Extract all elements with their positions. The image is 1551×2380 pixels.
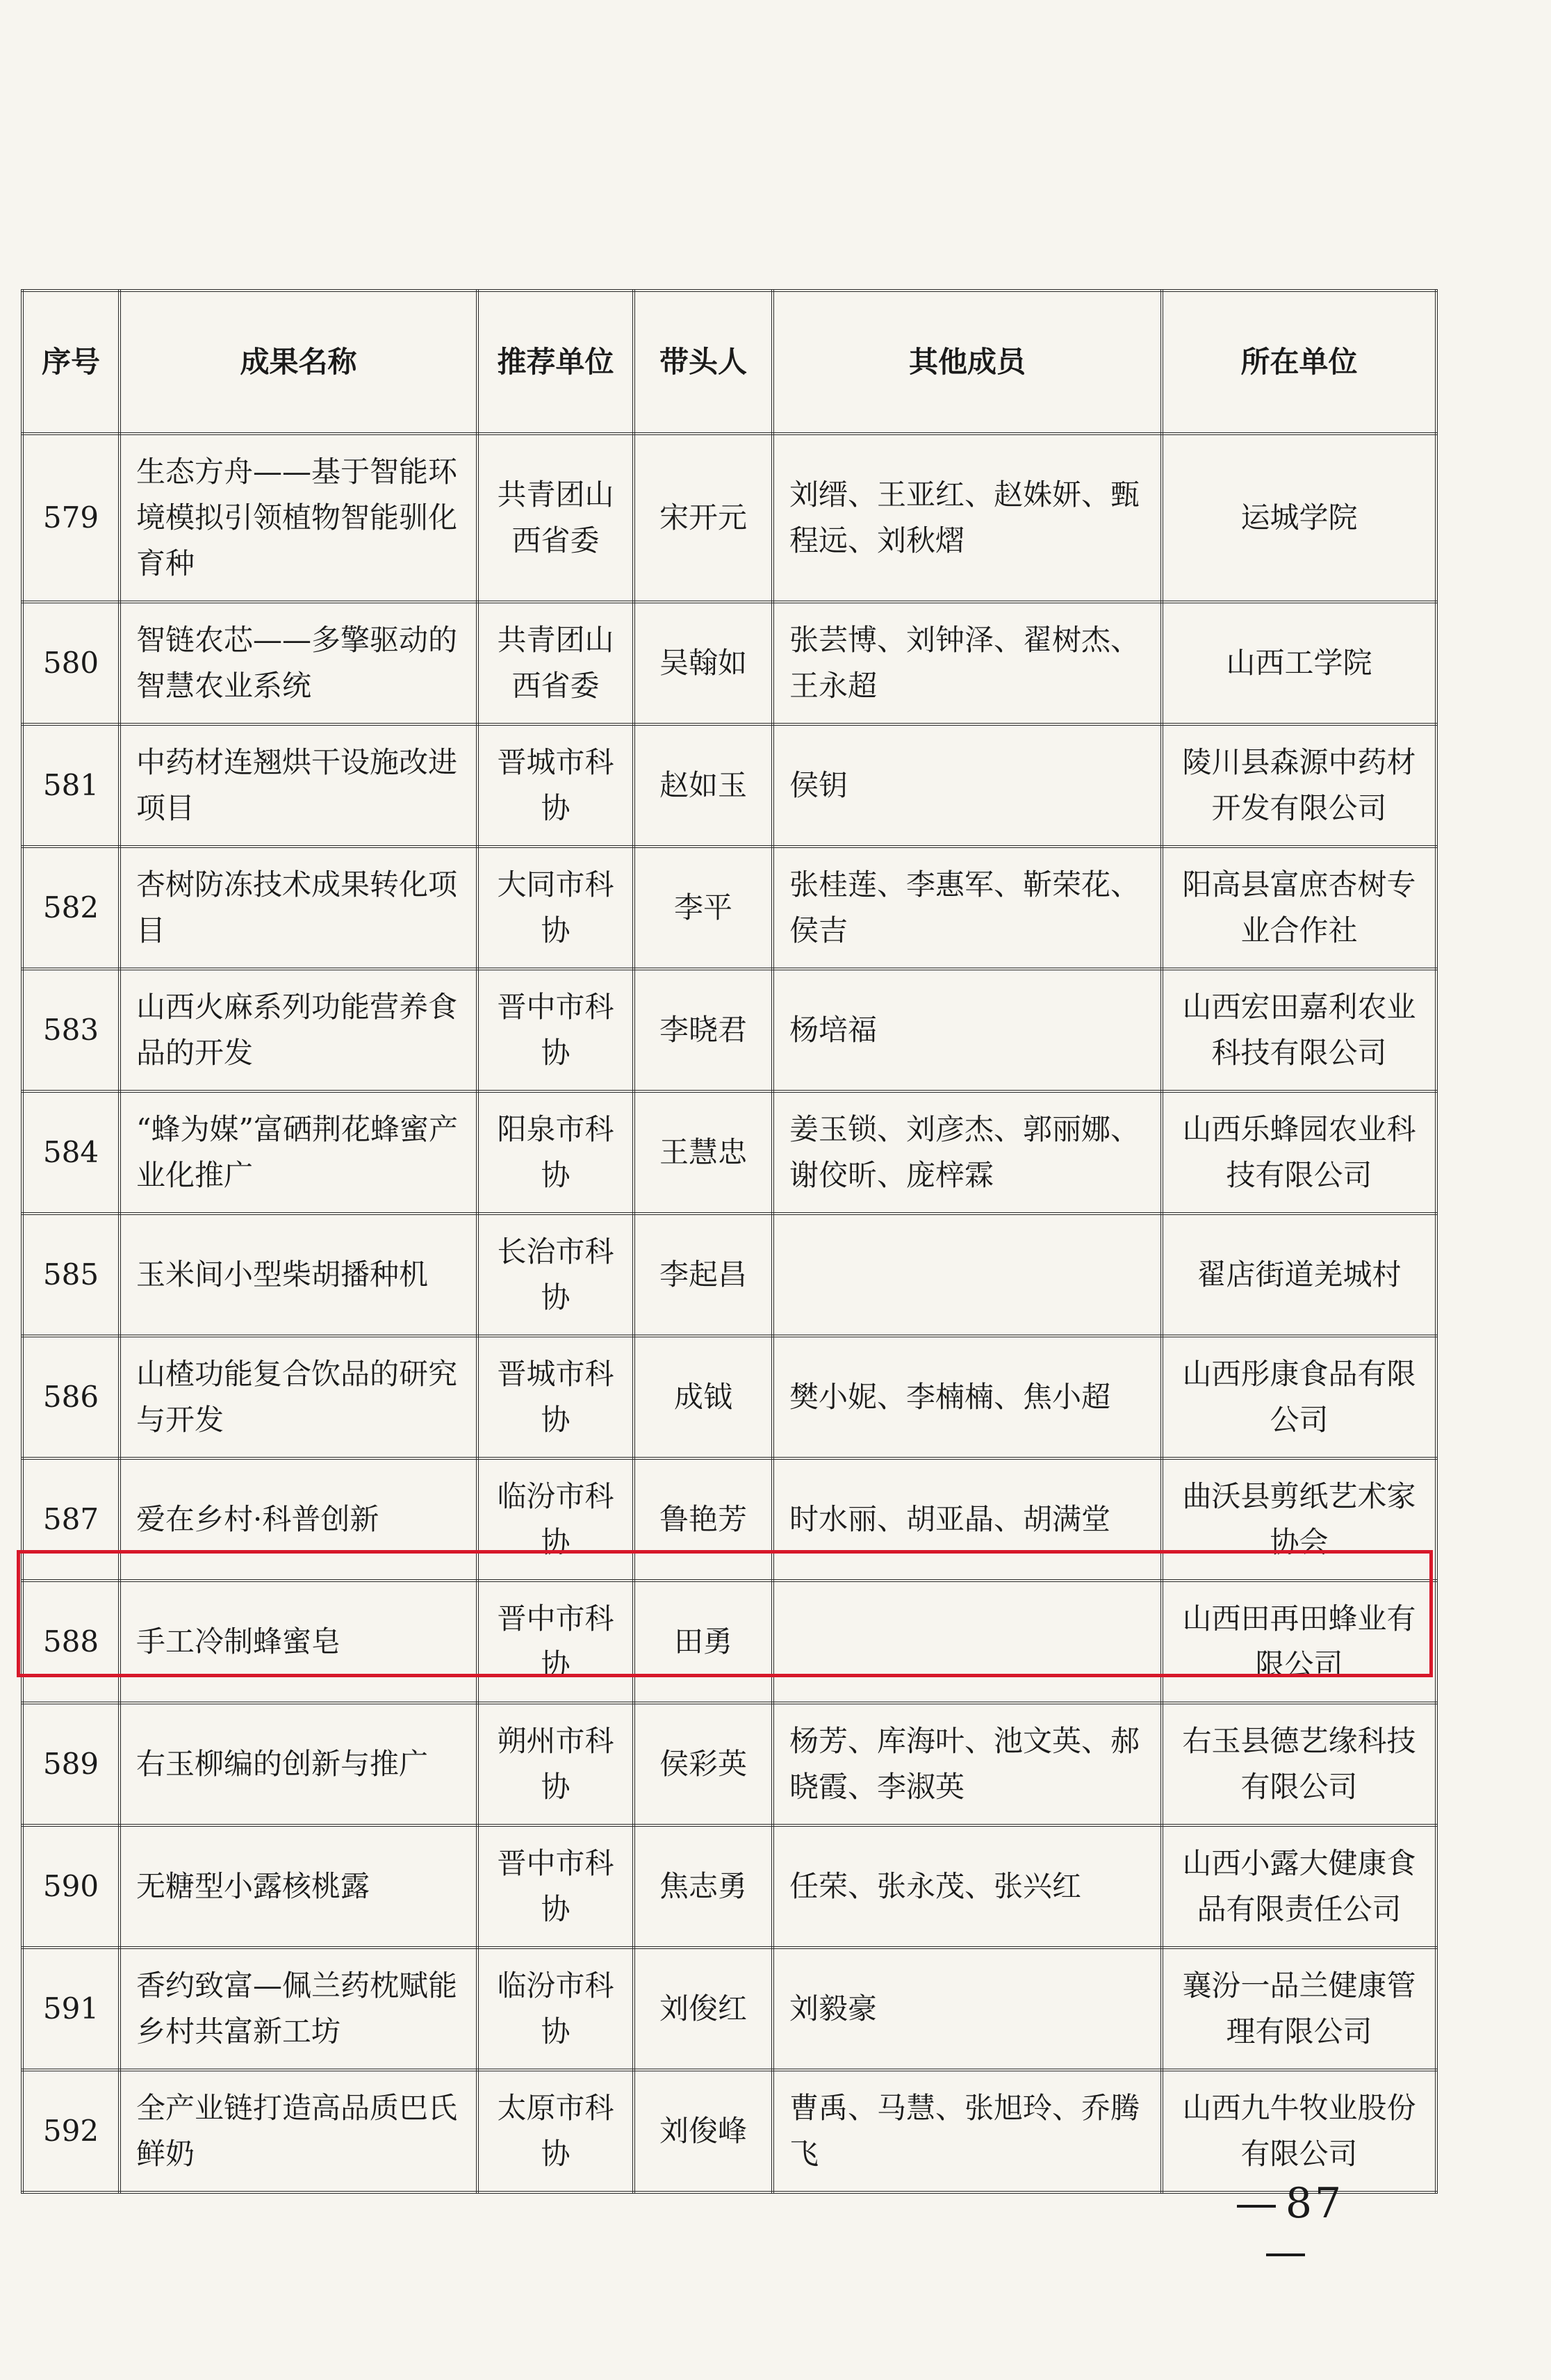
- cell-name: 玉米间小型柴胡播种机: [120, 1214, 477, 1336]
- header-org: 所在单位: [1162, 291, 1436, 434]
- cell-recommender: 大同市科协: [477, 847, 634, 969]
- cell-members: 张芸博、刘钟泽、翟树杰、王永超: [773, 602, 1162, 724]
- cell-members: 杨芳、库海叶、池文英、郝晓霞、李淑英: [773, 1703, 1162, 1825]
- cell-recommender: 长治市科协: [477, 1214, 634, 1336]
- cell-number: 591: [22, 1948, 120, 2070]
- cell-leader: 刘俊红: [634, 1948, 773, 2070]
- cell-number: 589: [22, 1703, 120, 1825]
- table-row: [22, 847, 1436, 969]
- cell-name: 智链农芯——多擎驱动的智慧农业系统: [120, 602, 477, 724]
- cell-org: 右玉县德艺缘科技有限公司: [1162, 1703, 1436, 1825]
- cell-leader: 侯彩英: [634, 1703, 773, 1825]
- cell-members: 侯钥: [773, 724, 1162, 847]
- cell-number: 585: [22, 1214, 120, 1336]
- header-recommender: 推荐单位: [477, 291, 634, 434]
- table-row: [22, 1336, 1436, 1458]
- cell-recommender: 阳泉市科协: [477, 1091, 634, 1214]
- header-number: 序号: [22, 291, 120, 434]
- cell-members: [773, 1214, 1162, 1336]
- page-number: [1202, 2179, 1369, 2276]
- cell-leader: 焦志勇: [634, 1825, 773, 1948]
- cell-members: 曹禹、马慧、张旭玲、乔腾飞: [773, 2070, 1162, 2192]
- cell-members: 刘毅豪: [773, 1948, 1162, 2070]
- cell-recommender: 晋中市科协: [477, 1825, 634, 1948]
- dash-left: [1237, 2205, 1276, 2208]
- cell-name: 生态方舟——基于智能环境模拟引领植物智能驯化育种: [120, 434, 477, 602]
- cell-recommender: 太原市科协: [477, 2070, 634, 2192]
- cell-number: 584: [22, 1091, 120, 1214]
- cell-recommender: 晋中市科协: [477, 969, 634, 1091]
- cell-members: 刘缙、王亚红、赵姝妍、甄程远、刘秋熠: [773, 434, 1162, 602]
- cell-members: 时水丽、胡亚晶、胡满堂: [773, 1458, 1162, 1581]
- cell-number: 582: [22, 847, 120, 969]
- cell-name: 无糖型小露核桃露: [120, 1825, 477, 1948]
- cell-name: 香约致富—佩兰药枕赋能乡村共富新工坊: [120, 1948, 477, 2070]
- cell-leader: 王慧忠: [634, 1091, 773, 1214]
- cell-org: 山西九牛牧业股份有限公司: [1162, 2070, 1436, 2192]
- cell-recommender: 晋中市科协: [477, 1581, 634, 1703]
- cell-leader: 鲁艳芳: [634, 1458, 773, 1581]
- cell-recommender: 共青团山西省委: [477, 602, 634, 724]
- cell-number: 583: [22, 969, 120, 1091]
- cell-org: 阳高县富庶杏树专业合作社: [1162, 847, 1436, 969]
- table-row: [22, 969, 1436, 1091]
- cell-org: 山西小露大健康食品有限责任公司: [1162, 1825, 1436, 1948]
- cell-name: 全产业链打造高品质巴氏鲜奶: [120, 2070, 477, 2192]
- table-row: [22, 1214, 1436, 1336]
- cell-number: 590: [22, 1825, 120, 1948]
- cell-name: 杏树防冻技术成果转化项目: [120, 847, 477, 969]
- table-row: [22, 602, 1436, 724]
- cell-number: 586: [22, 1336, 120, 1458]
- cell-leader: 成钺: [634, 1336, 773, 1458]
- cell-members: 杨培福: [773, 969, 1162, 1091]
- page-number-text: 87: [1285, 2179, 1345, 2228]
- table-row: [22, 1091, 1436, 1214]
- table-row-highlighted: [22, 1581, 1436, 1703]
- cell-name: 山西火麻系列功能营养食品的开发: [120, 969, 477, 1091]
- cell-org: 山西乐蜂园农业科技有限公司: [1162, 1091, 1436, 1214]
- header-name: 成果名称: [120, 291, 477, 434]
- table-header-row: [22, 291, 1436, 434]
- table-row: [22, 1825, 1436, 1948]
- cell-number: 580: [22, 602, 120, 724]
- cell-leader: 吴翰如: [634, 602, 773, 724]
- table-row: [22, 1948, 1436, 2070]
- cell-number: 588: [22, 1581, 120, 1703]
- cell-name: 山楂功能复合饮品的研究与开发: [120, 1336, 477, 1458]
- cell-org: 山西工学院: [1162, 602, 1436, 724]
- cell-org: 山西田再田蜂业有限公司: [1162, 1581, 1436, 1703]
- cell-leader: 赵如玉: [634, 724, 773, 847]
- cell-members: 樊小妮、李楠楠、焦小超: [773, 1336, 1162, 1458]
- cell-members: 姜玉锁、刘彦杰、郭丽娜、谢佼昕、庞梓霖: [773, 1091, 1162, 1214]
- table-row: [22, 434, 1436, 602]
- cell-recommender: 晋城市科协: [477, 1336, 634, 1458]
- cell-leader: 李平: [634, 847, 773, 969]
- table-row: [22, 724, 1436, 847]
- dash-right: [1266, 2253, 1305, 2256]
- cell-members: 张桂莲、李惠军、靳荣花、侯吉: [773, 847, 1162, 969]
- cell-number: 587: [22, 1458, 120, 1581]
- header-leader: 带头人: [634, 291, 773, 434]
- cell-leader: 刘俊峰: [634, 2070, 773, 2192]
- cell-name: 手工冷制蜂蜜皂: [120, 1581, 477, 1703]
- cell-org: 运城学院: [1162, 434, 1436, 602]
- header-members: 其他成员: [773, 291, 1162, 434]
- cell-leader: 李起昌: [634, 1214, 773, 1336]
- cell-members: 任荣、张永茂、张兴红: [773, 1825, 1162, 1948]
- cell-leader: 田勇: [634, 1581, 773, 1703]
- cell-leader: 李晓君: [634, 969, 773, 1091]
- results-table: [21, 289, 1438, 2194]
- cell-org: 山西宏田嘉利农业科技有限公司: [1162, 969, 1436, 1091]
- table-row: [22, 1458, 1436, 1581]
- cell-org: 陵川县森源中药材开发有限公司: [1162, 724, 1436, 847]
- cell-recommender: 朔州市科协: [477, 1703, 634, 1825]
- cell-number: 579: [22, 434, 120, 602]
- cell-number: 592: [22, 2070, 120, 2192]
- cell-name: 中药材连翘烘干设施改进项目: [120, 724, 477, 847]
- cell-name: 爱在乡村·科普创新: [120, 1458, 477, 1581]
- cell-leader: 宋开元: [634, 434, 773, 602]
- cell-recommender: 临汾市科协: [477, 1458, 634, 1581]
- cell-org: 山西彤康食品有限公司: [1162, 1336, 1436, 1458]
- cell-org: 翟店街道羌城村: [1162, 1214, 1436, 1336]
- table-row: [22, 2070, 1436, 2192]
- cell-recommender: 晋城市科协: [477, 724, 634, 847]
- cell-name: “蜂为媒”富硒荆花蜂蜜产业化推广: [120, 1091, 477, 1214]
- cell-recommender: 临汾市科协: [477, 1948, 634, 2070]
- cell-org: 襄汾一品兰健康管理有限公司: [1162, 1948, 1436, 2070]
- cell-number: 581: [22, 724, 120, 847]
- cell-members: [773, 1581, 1162, 1703]
- table-row: [22, 1703, 1436, 1825]
- cell-recommender: 共青团山西省委: [477, 434, 634, 602]
- cell-org: 曲沃县剪纸艺术家协会: [1162, 1458, 1436, 1581]
- cell-name: 右玉柳编的创新与推广: [120, 1703, 477, 1825]
